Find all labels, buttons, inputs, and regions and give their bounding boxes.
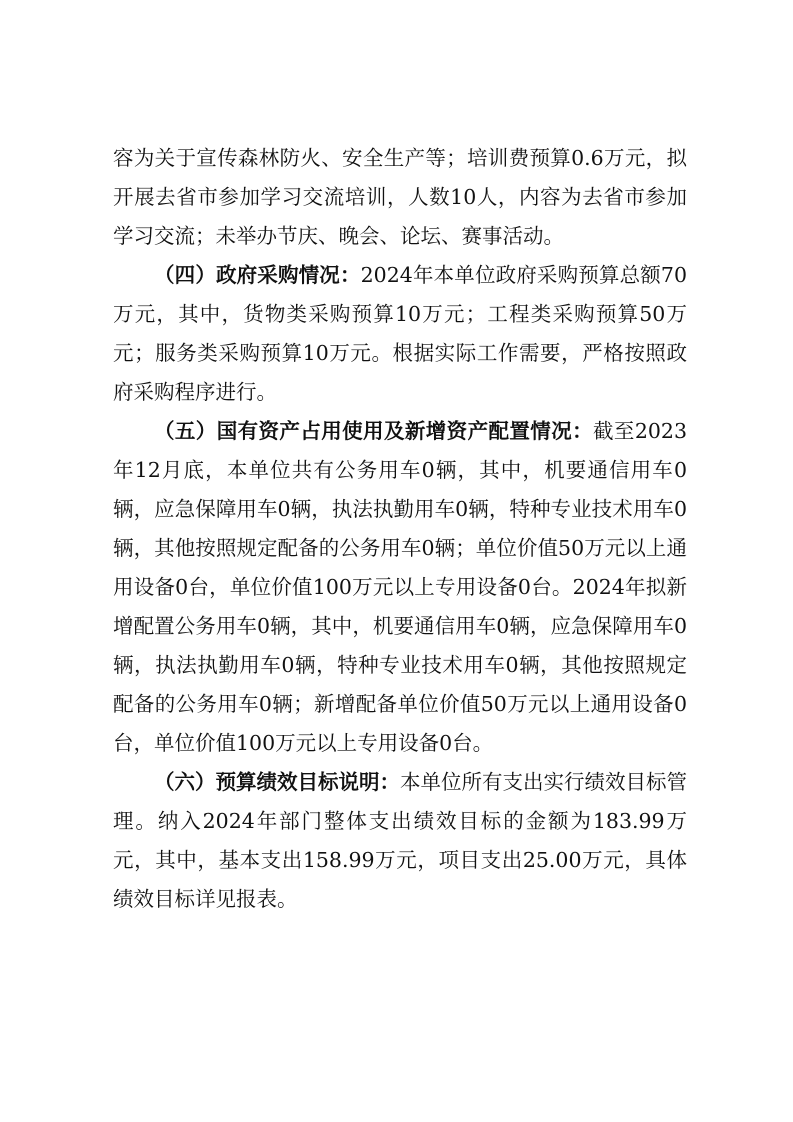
paragraph-text: 本单位所有支出实行绩效目标管理。纳入2024年部门整体支出绩效目标的金额为183.99万元，其中，基本支出158.99万元，项目支出25.00万元，具体绩效目标详见报表。 <box>113 770 687 911</box>
section-heading: （六）预算绩效目标说明： <box>154 770 400 794</box>
paragraph-state-assets <box>113 412 687 763</box>
section-heading: （四）政府采购情况： <box>154 263 361 287</box>
paragraph-text: 容为关于宣传森林防火、安全生产等；培训费预算0.6万元，拟开展去省市参加学习交流培训，人数10人，内容为去省市参加学习交流；未举办节庆、晚会、论坛、赛事活动。 <box>113 146 687 248</box>
paragraph-performance-goals <box>113 763 687 919</box>
document-page <box>113 139 687 919</box>
paragraph-text: 截至2023年12月底，本单位共有公务用车0辆，其中，机要通信用车0辆，应急保障用车0辆，执法执勤用车0辆，特种专业技术用车0辆，其他按照规定配备的公务用车0辆；单位价值50万元以上通用设备0台，单位价值100万元以上专用设备0台。2024年拟新增配置公务用车0辆，其中，机要通信用车0辆，应急保障用车0辆，执法执勤用车0辆，特种专业技术用车0辆，其他按照规定配备的公务用车0辆；新增配备单位价值50万元以上通用设备0台，单位价值100万元以上专用设备0台。 <box>113 419 687 755</box>
section-heading: （五）国有资产占用使用及新增资产配置情况： <box>154 419 594 443</box>
paragraph-government-procurement <box>113 256 687 412</box>
paragraph-text: 2024年本单位政府采购预算总额70万元，其中，货物类采购预算10万元；工程类采购预算50万元；服务类采购预算10万元。根据实际工作需要，严格按照政府采购程序进行。 <box>113 263 687 404</box>
paragraph-training-continuation <box>113 139 687 256</box>
